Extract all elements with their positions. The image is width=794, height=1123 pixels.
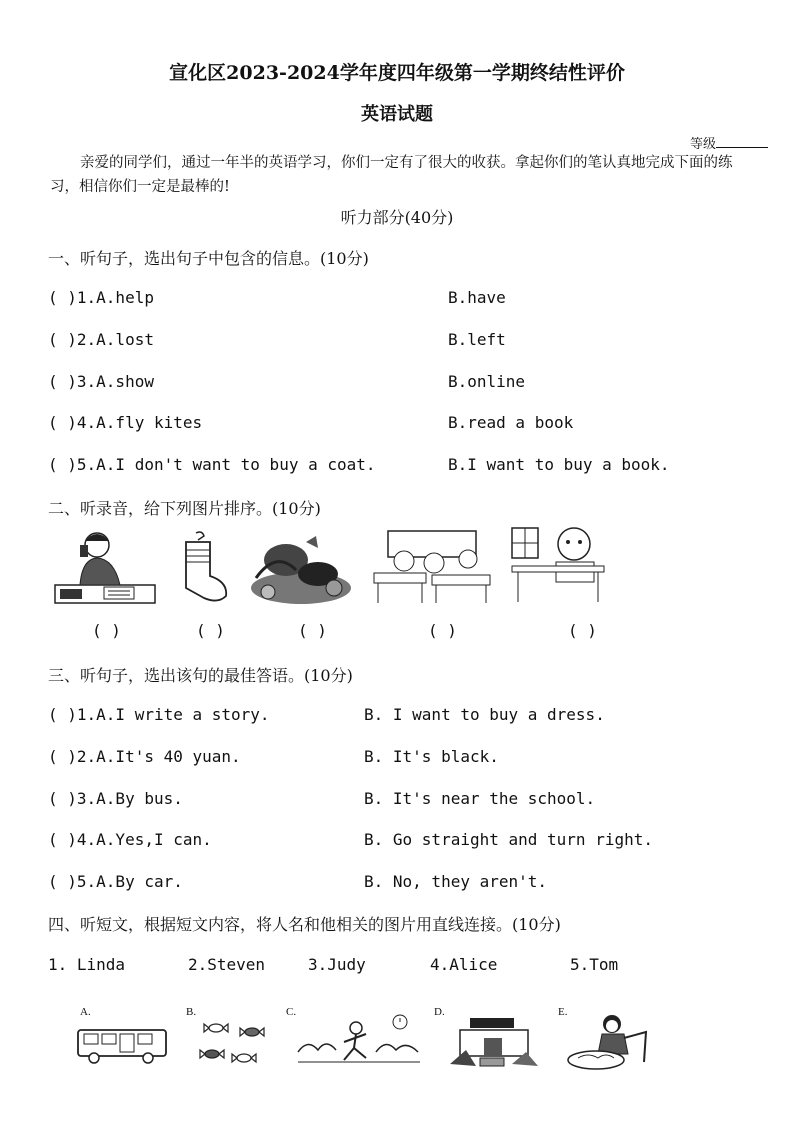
section4-heading: 四、听短文，根据短文内容，将人名和他相关的图片用直线连接。(10分) <box>48 915 561 934</box>
girl-washing-icon <box>562 1012 656 1072</box>
s3-q3-option-a: ( )3.A.By bus. <box>48 789 183 808</box>
pic-letter-c: C. <box>286 1006 297 1018</box>
intro-paragraph: 亲爱的同学们，通过一年半的英语学习，你们一定有了很大的收获。拿起你们的笔认真地完成下面的练习，相信你们一定是最棒的! <box>50 155 733 195</box>
candy-icon <box>196 1018 272 1070</box>
listening-heading: 听力部分(40分) <box>340 208 454 227</box>
order-blank-2[interactable]: ( ) <box>196 621 225 640</box>
s1-q1-option-a: ( )1.A.help <box>48 288 154 307</box>
pic-letter-b: B. <box>186 1006 197 1018</box>
s3-q4-option-a: ( )4.A.Yes,I can. <box>48 830 212 849</box>
s3-q1-option-a: ( )1.A.I write a story. <box>48 705 270 724</box>
page-title: 宣化区2023-2024学年度四年级第一学期终结性评价 <box>169 62 625 84</box>
name-steven: 2.Steven <box>188 955 266 974</box>
man-on-phone-icon <box>52 525 158 607</box>
s3-q5-option-b: B. No, they aren't. <box>364 872 548 891</box>
s1-q2-option-a: ( )2.A.lost <box>48 330 154 349</box>
s3-q2-option-a: ( )2.A.It's 40 yuan. <box>48 747 241 766</box>
s3-q5-option-a: ( )5.A.By car. <box>48 872 183 891</box>
s3-q4-option-b: B. Go straight and turn right. <box>364 830 653 849</box>
name-alice: 4.Alice <box>430 955 498 974</box>
section3-heading: 三、听句子，选出该句的最佳答语。(10分) <box>48 666 353 685</box>
s3-q3-option-b: B. It's near the school. <box>364 789 596 808</box>
s1-q2-option-b: B.left <box>448 330 506 349</box>
order-blank-5[interactable]: ( ) <box>568 621 597 640</box>
s1-q5-option-a: ( )5.A.I don't want to buy a coat. <box>48 455 376 474</box>
grade-field <box>690 133 768 152</box>
s3-q1-option-b: B. I want to buy a dress. <box>364 705 605 724</box>
s1-q4-option-a: ( )4.A.fly kites <box>48 413 203 432</box>
s1-q5-option-b: B.I want to buy a book. <box>448 455 670 474</box>
s1-q1-option-b: B.have <box>448 288 506 307</box>
name-judy: 3.Judy <box>308 955 366 974</box>
runner-icon <box>296 1012 422 1068</box>
order-blank-1[interactable]: ( ) <box>92 621 121 640</box>
section1-heading: 一、听句子，选出句子中包含的信息。(10分) <box>48 249 369 268</box>
order-blank-4[interactable]: ( ) <box>428 621 457 640</box>
s1-q4-option-b: B.read a book <box>448 413 574 432</box>
order-blank-3[interactable]: ( ) <box>298 621 327 640</box>
baby-by-window-icon <box>508 522 608 606</box>
grade-blank <box>716 135 768 148</box>
pic-letter-d: D. <box>434 1006 445 1018</box>
s1-q3-option-b: B.online <box>448 372 526 391</box>
grade-label: 等级 <box>690 137 717 152</box>
s3-q2-option-b: B. It's black. <box>364 747 499 766</box>
name-linda: 1. Linda <box>48 955 126 974</box>
pic-letter-a: A. <box>80 1006 91 1018</box>
pic-letter-e: E. <box>558 1006 568 1018</box>
s1-q3-option-a: ( )3.A.show <box>48 372 154 391</box>
classroom-icon <box>368 525 496 607</box>
sock-icon <box>168 530 234 605</box>
bus-icon <box>76 1026 170 1066</box>
bookstore-icon <box>446 1016 542 1070</box>
page-subtitle: 英语试题 <box>361 104 433 125</box>
name-tom: 5.Tom <box>570 955 619 974</box>
food-pile-icon <box>246 530 356 610</box>
section2-heading: 二、听录音，给下列图片排序。(10分) <box>48 499 321 518</box>
